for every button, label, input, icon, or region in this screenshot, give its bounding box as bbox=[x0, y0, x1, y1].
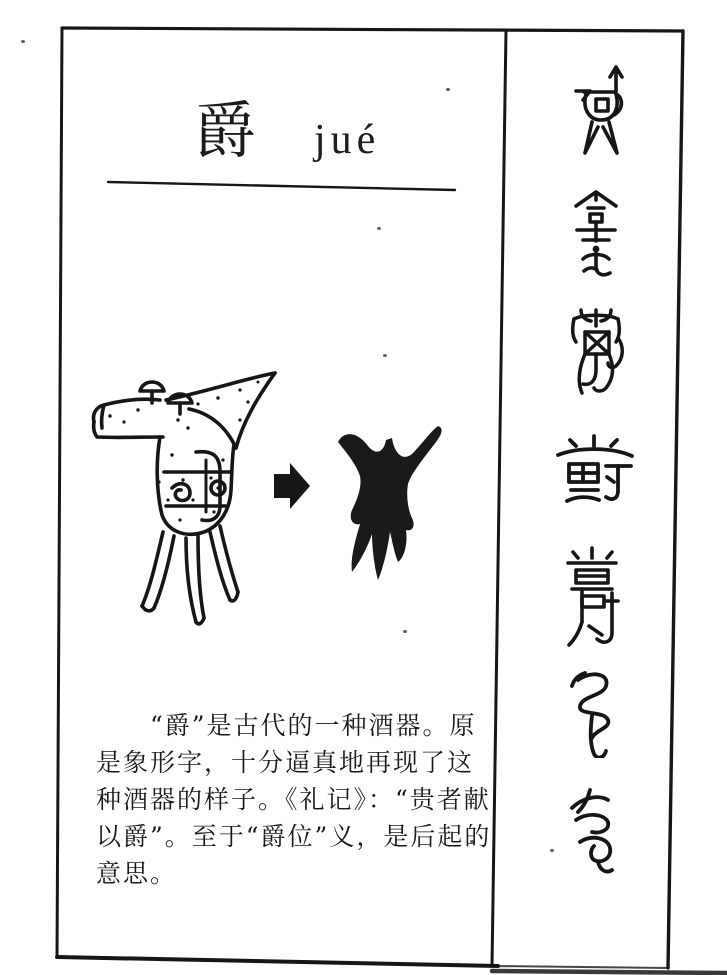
scan-speck bbox=[21, 40, 25, 43]
scan-speck bbox=[377, 227, 381, 230]
body-text-line: 种酒器的样子。《礼记》：“贵者献 bbox=[96, 785, 491, 814]
scan-speck bbox=[446, 88, 450, 91]
body-text bbox=[96, 707, 491, 892]
main-box-left-border bbox=[57, 28, 62, 957]
main-box-top-border bbox=[62, 28, 683, 31]
sidebar-bottom-border bbox=[492, 966, 669, 968]
clerical-script-glyph bbox=[554, 432, 636, 510]
running-script-glyph bbox=[562, 786, 622, 878]
scan-speck bbox=[403, 630, 407, 633]
right-arrow-icon bbox=[274, 459, 312, 513]
jue-bronze-vessel-drawing bbox=[68, 360, 292, 636]
scan-speck bbox=[550, 849, 554, 852]
cursive-script-glyph bbox=[564, 666, 622, 758]
seal-script-glyph bbox=[564, 306, 630, 399]
oracle-bone-script-glyph bbox=[572, 64, 632, 158]
title-rule bbox=[108, 182, 455, 190]
pictograph-silhouette bbox=[328, 420, 448, 585]
scan-speck bbox=[383, 354, 387, 357]
regular-script-glyph bbox=[560, 546, 624, 651]
column-divider bbox=[492, 30, 506, 966]
entry-headword: 爵 bbox=[194, 94, 257, 167]
body-text-line: 以爵”。至于“爵位”义，是后起的 bbox=[96, 822, 492, 851]
body-text-line: 是象形字，十分逼真地再现了这 bbox=[96, 748, 475, 777]
entry-pinyin: jué bbox=[314, 117, 381, 163]
bronze-script-glyph bbox=[570, 189, 622, 279]
main-box-bottom-border bbox=[57, 957, 498, 966]
body-text-line: “爵”是古代的一种酒器。原 bbox=[150, 711, 477, 740]
page-right-border bbox=[668, 31, 683, 968]
page-edge-shadow bbox=[492, 971, 727, 973]
body-text-line: 意思。 bbox=[96, 859, 178, 888]
